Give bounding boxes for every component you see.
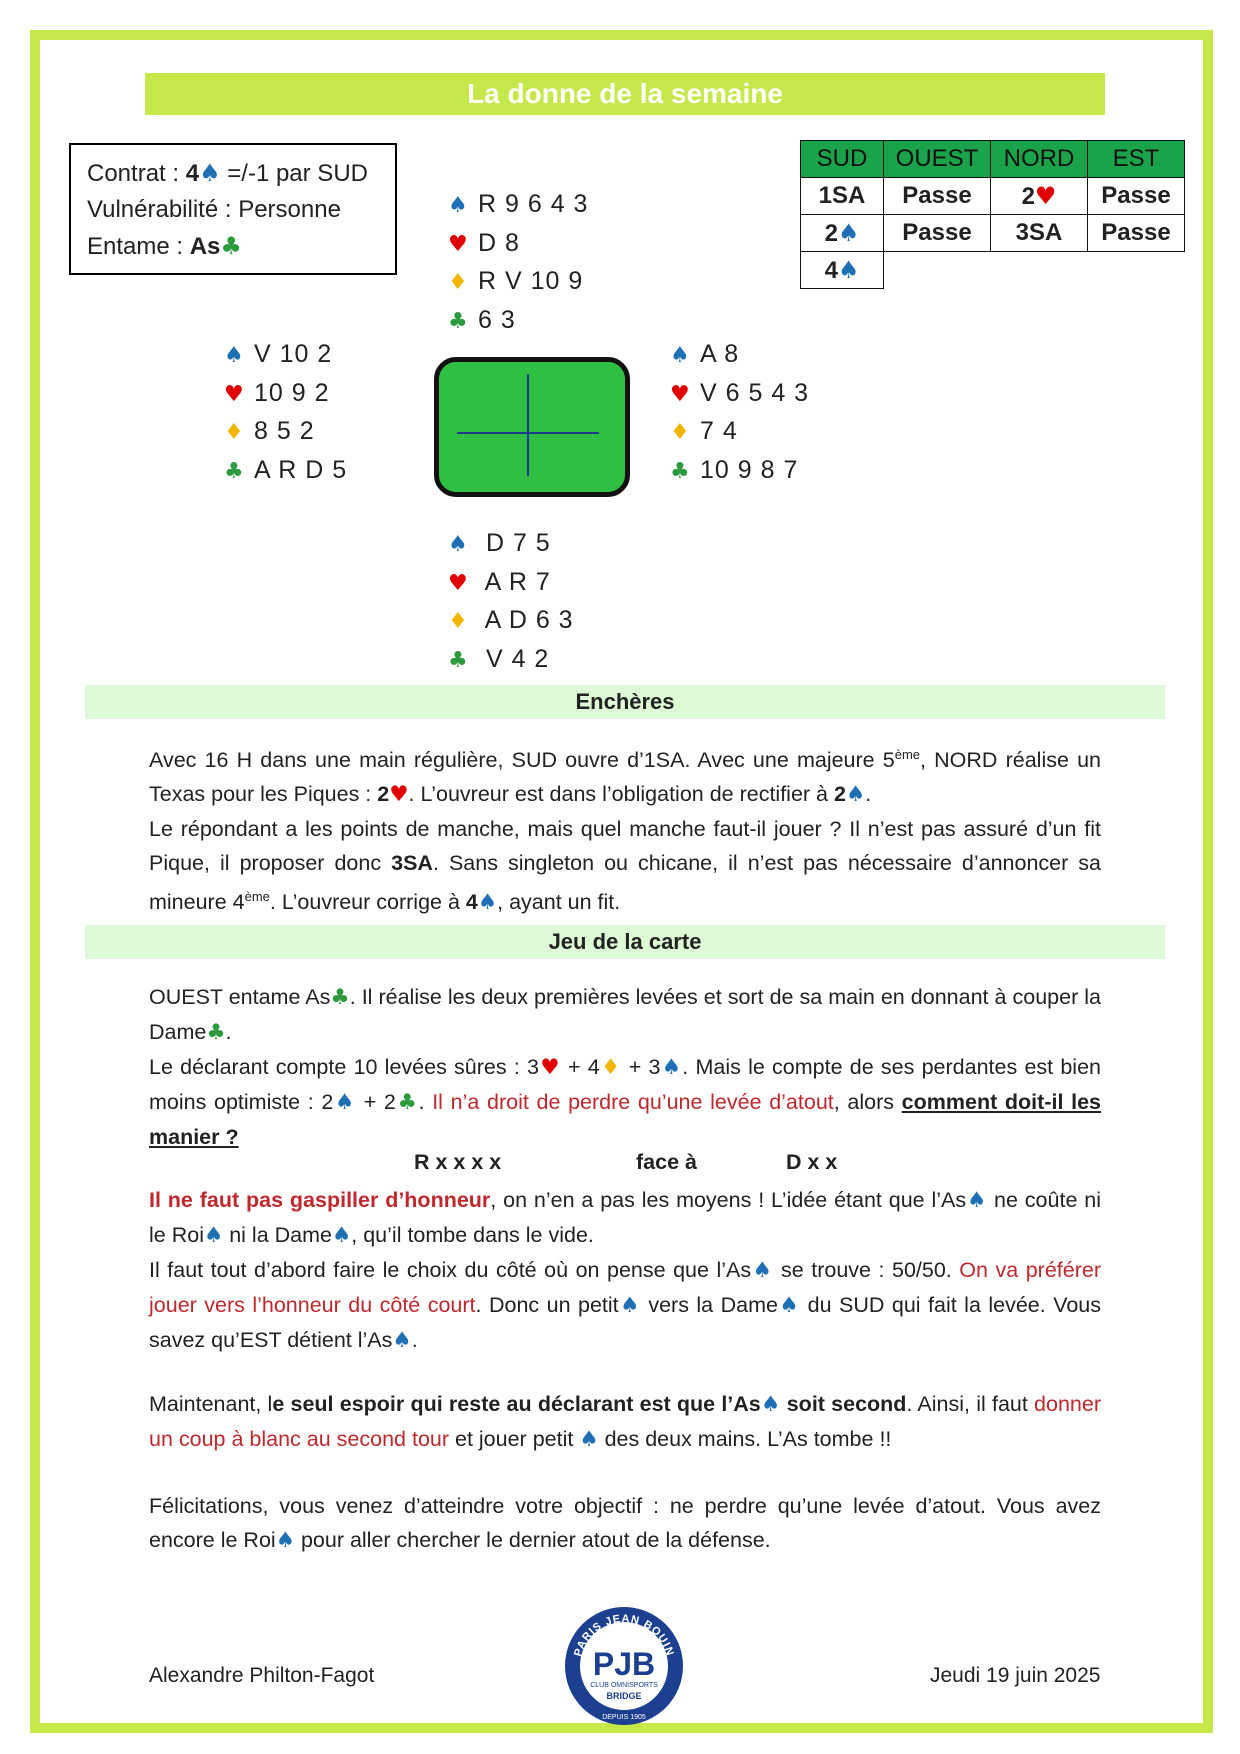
hand-line: ♦ A D 6 3 bbox=[448, 602, 574, 641]
south-hand bbox=[448, 525, 574, 679]
spade-icon: ♠ bbox=[203, 1223, 224, 1248]
jeu-paragraph-1: OUEST entame As♣. Il réalise les deux premières levées et sort de sa main en donnant à couper la Dame♣. Le déclarant compte 10 levées sûres : 3♥ + 4♦ + 3♠. Mais le compte de ses perdantes est bien moins optimiste : 2♠ + 2♣. Il n’a droit de perdre qu’une levée d’atout, alors comment doit-il les manier ? bbox=[149, 985, 1101, 1149]
spade-icon: ♠ bbox=[966, 1188, 988, 1213]
contract-rest: =/-1 par SUD bbox=[220, 160, 368, 187]
logo-club-text: CLUB OMNISPORTS bbox=[590, 1682, 658, 1689]
logo-initials: PJB bbox=[592, 1646, 656, 1682]
encheres-paragraph: Avec 16 H dans une main régulière, SUD ouvre d’1SA. Avec une majeure 5ème, NORD réalise un Texas pour les Piques : 2♥. L’ouvreur est dans l’obligation de rectifier à 2♠. Le répondant a les points de manche, mais quel manche faut-il jouer ? Il n’est pas assuré d’un fit Pique, il proposer donc 3SA. Sans singleton ou chicane, il n’est pas nécessaire d’annoncer sa mineure 4ème. L’ouvreur corrige à 4♠, ayant un fit. bbox=[149, 747, 1102, 916]
spade-icon: ♠ bbox=[660, 1055, 683, 1080]
hand-line: ♣ V 4 2 bbox=[448, 641, 574, 680]
spade-icon: ♠ bbox=[618, 1293, 641, 1318]
comparison-left: R x x x x bbox=[414, 1150, 502, 1174]
spade-icon: ♠ bbox=[777, 1293, 801, 1318]
heart-icon: ♥ bbox=[448, 231, 469, 257]
spade-icon: ♠ bbox=[837, 255, 860, 284]
author: Alexandre Philton-Fagot bbox=[149, 1664, 375, 1687]
spade-icon: ♠ bbox=[845, 782, 866, 808]
hand-line: ♥ V 6 5 4 3 bbox=[670, 375, 809, 414]
header-est: EST bbox=[1088, 141, 1185, 178]
bid-cell: 2♥ bbox=[991, 178, 1088, 215]
hand-line: ♥ A R 7 bbox=[448, 564, 574, 603]
hand-line: ♥ 10 9 2 bbox=[224, 375, 347, 414]
hand-line: ♥ D 8 bbox=[448, 225, 588, 264]
spade-icon: ♠ bbox=[448, 532, 469, 557]
bid-cell: Passe bbox=[1088, 178, 1185, 215]
section-heading-encheres: Enchères bbox=[85, 685, 1165, 719]
club-icon: ♣ bbox=[448, 308, 469, 334]
heart-icon: ♥ bbox=[448, 570, 469, 596]
spade-icon: ♠ bbox=[837, 218, 860, 247]
hand-line: ♠ A 8 bbox=[670, 336, 809, 375]
table-vertical-line bbox=[527, 374, 529, 476]
bid-cell: 3SA bbox=[991, 215, 1088, 252]
club-icon: ♣ bbox=[395, 1090, 419, 1115]
table-horizontal-line bbox=[457, 432, 599, 434]
spade-icon: ♠ bbox=[579, 1427, 599, 1452]
contract-label: Contrat : bbox=[87, 160, 186, 187]
comparison-mid: face à bbox=[636, 1150, 697, 1174]
spade-icon: ♠ bbox=[332, 1223, 352, 1248]
club-logo bbox=[563, 1605, 685, 1727]
jeu-paragraph-3: Maintenant, le seul espoir qui reste au déclarant est que l’As♠ soit second. Ainsi, il faut donner un coup à blanc au second tour et jouer petit ♠ des deux mains. L’As tombe !! bbox=[149, 1392, 1101, 1452]
lead-card: As bbox=[189, 233, 221, 260]
vulnerability-line: Vulnérabilité : Personne bbox=[87, 196, 341, 223]
hand-line: ♦ 7 4 bbox=[670, 413, 809, 452]
hand-line: ♣ 10 9 8 7 bbox=[670, 452, 809, 491]
east-hand bbox=[670, 336, 809, 490]
spade-icon: ♠ bbox=[751, 1258, 774, 1283]
bid-cell: Passe bbox=[1088, 215, 1185, 252]
heart-icon: ♥ bbox=[224, 381, 245, 407]
club-icon: ♣ bbox=[224, 458, 245, 484]
bid-cell: Passe bbox=[884, 215, 991, 252]
jeu-paragraph-2: Il ne faut pas gaspiller d’honneur, on n’en a pas les moyens ! L’idée étant que l’As♠ ne coûte ni le Roi♠ ni la Dame♠, qu’il tombe dans le vide. Il faut tout d’abord faire le choix du côté où on pense que l’As♠ se trouve : 50/50. On va préférer jouer vers l’honneur du côté court. Donc un petit♠ vers la Dame♠ du SUD qui fait la levée. Vous savez qu’EST détient l’As♠. bbox=[149, 1188, 1102, 1353]
heart-icon: ♥ bbox=[389, 782, 409, 808]
bid-cell: 4♠ bbox=[801, 252, 884, 289]
club-icon: ♣ bbox=[670, 458, 691, 484]
spade-icon: ♠ bbox=[670, 343, 691, 368]
section-heading-jeu: Jeu de la carte bbox=[85, 925, 1165, 959]
lead-label: Entame : bbox=[87, 233, 190, 260]
diamond-icon: ♦ bbox=[599, 1055, 622, 1080]
hand-line: ♠ D 7 5 bbox=[448, 525, 574, 564]
bid-cell: 2♠ bbox=[801, 215, 884, 252]
jeu-paragraph-4: Félicitations, vous venez d’atteindre votre objectif : ne perdre qu’une levée d’atout. Vous avez encore le Roi♠ pour aller chercher le dernier atout de la défense. bbox=[149, 1494, 1101, 1553]
bidding-table bbox=[800, 140, 1185, 289]
hand-line: ♣ A R D 5 bbox=[224, 452, 347, 491]
club-icon: ♣ bbox=[220, 232, 242, 260]
bidding-row bbox=[801, 252, 1185, 289]
heart-icon: ♥ bbox=[1034, 181, 1057, 210]
logo-since-text: DEPUIS 1905 bbox=[602, 1714, 646, 1721]
hand-line: ♦ 8 5 2 bbox=[224, 413, 347, 452]
lead-line bbox=[87, 228, 379, 265]
spade-icon: ♠ bbox=[392, 1328, 412, 1353]
bid-cell: 1SA bbox=[801, 178, 884, 215]
contract-box bbox=[69, 143, 397, 275]
spade-icon: ♠ bbox=[275, 1528, 295, 1553]
club-icon: ♣ bbox=[330, 985, 350, 1010]
logo-ring-text: PARIS JEAN BOUIN bbox=[572, 1612, 676, 1658]
header-ouest: OUEST bbox=[884, 141, 991, 178]
diamond-icon: ♦ bbox=[670, 420, 691, 445]
header-nord: NORD bbox=[991, 141, 1088, 178]
bidding-row bbox=[801, 215, 1185, 252]
club-icon: ♣ bbox=[448, 647, 469, 673]
header-sud: SUD bbox=[801, 141, 884, 178]
north-hand bbox=[448, 186, 588, 340]
heart-icon: ♥ bbox=[539, 1055, 561, 1080]
spade-icon: ♠ bbox=[333, 1090, 357, 1115]
spade-icon: ♠ bbox=[760, 1392, 781, 1417]
bidding-row bbox=[801, 178, 1185, 215]
page-title: La donne de la semaine bbox=[145, 73, 1105, 115]
diamond-icon: ♦ bbox=[448, 609, 469, 634]
spade-icon: ♠ bbox=[199, 159, 221, 187]
logo-sport-text: BRIDGE bbox=[606, 1691, 642, 1701]
date: Jeudi 19 juin 2025 bbox=[930, 1664, 1101, 1687]
hand-line: ♠ V 10 2 bbox=[224, 336, 347, 375]
bid-cell: Passe bbox=[884, 178, 991, 215]
club-icon: ♣ bbox=[206, 1020, 226, 1045]
bidding-header-row bbox=[801, 141, 1185, 178]
diamond-icon: ♦ bbox=[224, 420, 245, 445]
diamond-icon: ♦ bbox=[448, 270, 469, 295]
hand-line: ♣ 6 3 bbox=[448, 302, 588, 341]
heart-icon: ♥ bbox=[670, 381, 691, 407]
hand-line: ♠ R 9 6 4 3 bbox=[448, 186, 588, 225]
comparison-right: D x x bbox=[786, 1150, 838, 1174]
card-table bbox=[434, 357, 630, 497]
contract-level: 4 bbox=[185, 160, 200, 187]
contract-line bbox=[87, 155, 379, 192]
west-hand bbox=[224, 336, 347, 490]
spade-icon: ♠ bbox=[448, 193, 469, 218]
hand-line: ♦ R V 10 9 bbox=[448, 263, 588, 302]
spade-icon: ♠ bbox=[477, 890, 498, 916]
spade-icon: ♠ bbox=[224, 343, 245, 368]
